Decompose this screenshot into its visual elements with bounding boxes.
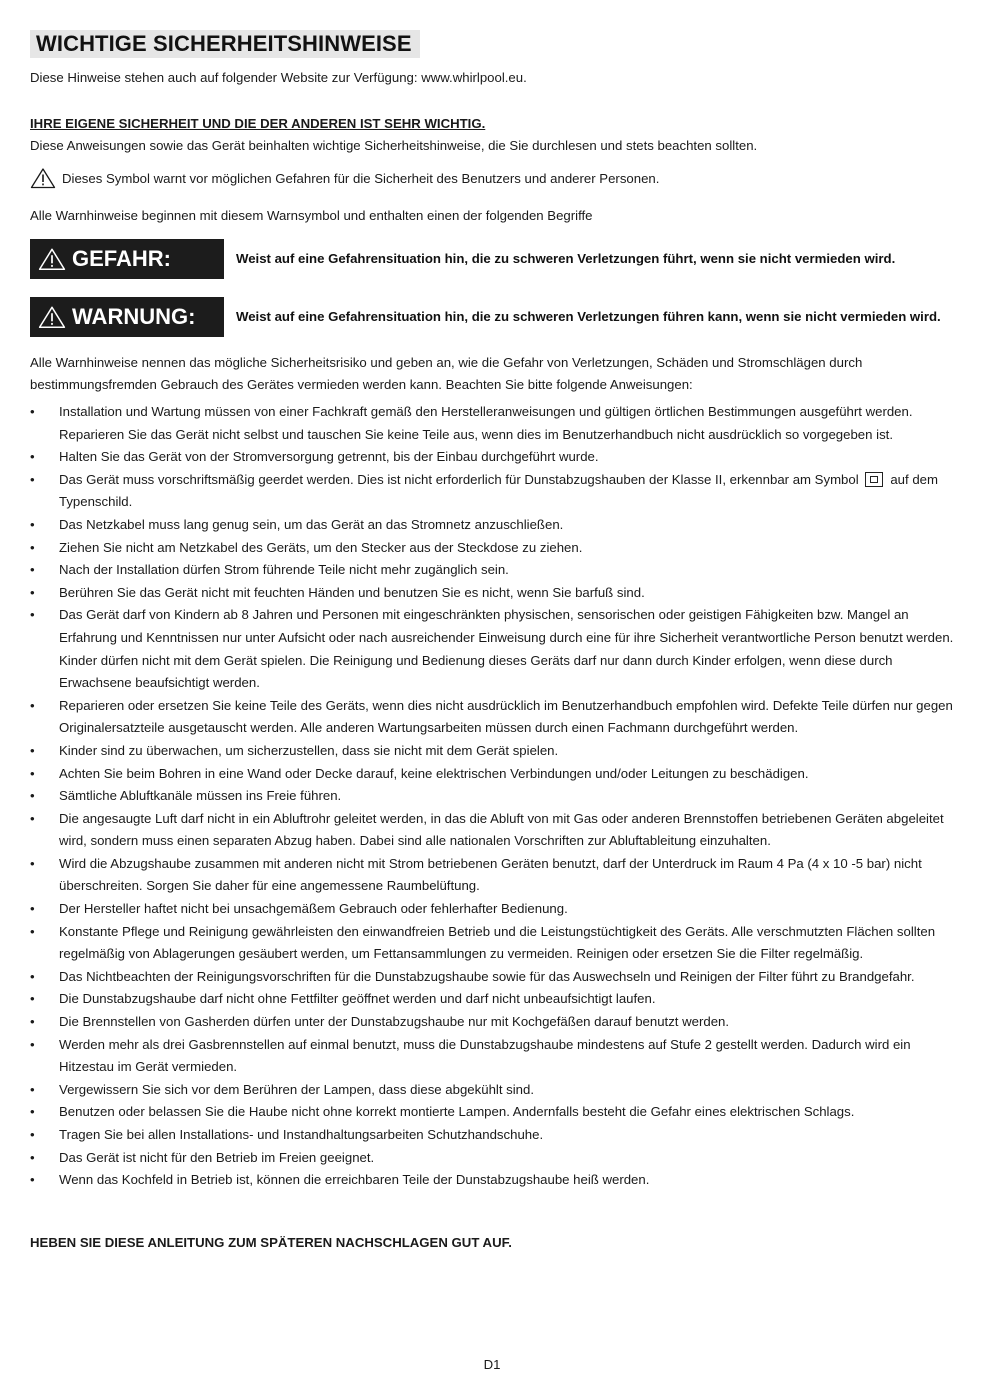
warning-label-word: WARNUNG: — [72, 304, 196, 329]
list-item: • Das Nichtbeachten der Reinigungsvorschriften für die Dunstabzugshaube sowie für das Auswechseln und Reinigen der Filter führt zu Brandgefahr. — [30, 966, 960, 989]
list-item: • Das Netzkabel muss lang genug sein, um das Gerät an das Stromnetz anzuschließen. — [30, 514, 960, 537]
grounding-text-end: auf dem Typenschild. — [59, 471, 938, 510]
safety-heading: IHRE EIGENE SICHERHEIT UND DIE DER ANDEREN IST SEHR WICHTIG. — [30, 116, 486, 131]
list-item: • Reparieren oder ersetzen Sie keine Teile des Geräts, wenn dies nicht ausdrücklich im Benutzerhandbuch empfohlen wird. Defekte Teile dürfen nur gegen Originalersatzteile ausgetauscht werden. Alle anderen Wartungsarbeiten müssen durch einen Fachmann durchgeführt werden. — [30, 695, 960, 740]
general-intro-line: Alle Warnhinweise nennen das mögliche Sicherheitsrisiko und geben an, wie die Gefahr von Verletzungen, Schäden und Stromschlägen durch — [30, 355, 863, 370]
list-item: • Der Hersteller haftet nicht bei unsachgemäßem Gebrauch oder fehlerhafter Bedienung. — [30, 898, 960, 921]
list-item: • Wird die Abzugshaube zusammen mit anderen nicht mit Strom betriebenen Geräten benutzt, darf der Unterdruck im Raum 4 Pa (4 x 10 -5 bar) nicht überschreiten. Sorgen Sie daher für eine angemessene Raumbelüftung. — [30, 853, 960, 898]
page-number: D1 — [483, 1357, 501, 1372]
list-item: • Vergewissern Sie sich vor dem Berühren der Lampen, dass diese abgekühlt sind. — [30, 1079, 960, 1102]
warning-triangle-icon — [38, 305, 66, 329]
warning-triangle-icon — [38, 247, 66, 271]
page-title: WICHTIGE SICHERHEITSHINWEISE — [36, 31, 412, 56]
symbol-text: Dieses Symbol warnt vor möglichen Gefahren für die Sicherheit des Benutzers und anderer Personen. — [62, 170, 660, 186]
list-item: • Kinder sind zu überwachen, um sicherzustellen, dass sie nicht mit dem Gerät spielen. — [30, 740, 960, 763]
list-item: • Halten Sie das Gerät von der Stromversorgung getrennt, bis der Einbau durchgeführt wurde. — [30, 446, 960, 469]
list-item: • Wenn das Kochfeld in Betrieb ist, können die erreichbaren Teile der Dunstabzugshaube heiß werden. — [30, 1169, 960, 1192]
list-item: • Sämtliche Abluftkanäle müssen ins Freie führen. — [30, 785, 960, 808]
danger-label-word: GEFAHR: — [72, 246, 171, 271]
list-item: • Werden mehr als drei Gasbrennstellen auf einmal benutzt, muss die Dunstabzugshaube mindestens auf Stufe 2 gestellt werden. Dadurch wird ein Hitzestau im Gerät vermieden. — [30, 1034, 960, 1079]
warning-label — [30, 297, 224, 337]
title-banner — [30, 30, 420, 58]
instruction-list — [30, 401, 960, 1192]
safety-text: Diese Anweisungen sowie das Gerät beinhalten wichtige Sicherheitshinweise, die Sie durchlesen und stets beachten sollten. — [30, 138, 758, 153]
list-item: • Achten Sie beim Bohren in eine Wand oder Decke darauf, keine elektrischen Verbindungen und/oder Leitungen zu beschädigen. — [30, 763, 960, 786]
list-item: • Das Gerät darf von Kindern ab 8 Jahren und Personen mit eingeschränkten physischen, sensorischen oder geistigen Fähigkeiten bzw. Mangel an Erfahrung und Kenntnissen nur unter Aufsicht oder nach ausreichender Einweisung durch eine für ihre Sicherheit verantwortliche Person benutzt werden. Kinder dürfen nicht mit dem Gerät spielen. Die Reinigung und Bedienung dieses Geräts darf nur dann durch Kinder erfolgen, wenn diese durch Erwachsene beaufsichtigt werden. — [30, 604, 960, 694]
list-item-grounding — [30, 469, 960, 514]
danger-description: Weist auf eine Gefahrensituation hin, die zu schweren Verletzungen führt, wenn sie nicht vermieden wird. — [236, 251, 896, 266]
symbol-explanation — [30, 167, 659, 189]
list-item: • Benutzen oder belassen Sie die Haube nicht ohne korrekt montierte Lampen. Andernfalls besteht die Gefahr eines elektrischen Schlags. — [30, 1101, 960, 1124]
class-ii-double-square-icon — [865, 472, 883, 487]
list-item: • Nach der Installation dürfen Strom führende Teile nicht mehr zugänglich sein. — [30, 559, 960, 582]
website-note: Diese Hinweise stehen auch auf folgender Website zur Verfügung: www.whirlpool.eu. — [30, 70, 527, 85]
list-item: • Ziehen Sie nicht am Netzkabel des Geräts, um den Stecker aus der Steckdose zu ziehen. — [30, 537, 960, 560]
list-item: • Konstante Pflege und Reinigung gewährleisten den einwandfreien Betrieb und die Leistungstüchtigkeit des Geräts. Alle verschmutzten Flächen sollten regelmäßig von Ablagerungen gesäubert werden, um Fettansammlungen zu vermeiden. Reinigen oder ersetzen Sie die Filter regelmäßig. — [30, 921, 960, 966]
general-intro-line: bestimmungsfremden Gebrauch des Gerätes vermieden werden kann. Beachten Sie bitte folgende Anweisungen: — [30, 377, 693, 393]
list-item: • Tragen Sie bei allen Installations- und Instandhaltungsarbeiten Schutzhandschuhe. — [30, 1124, 960, 1147]
warning-triangle-icon — [30, 167, 56, 189]
list-item: • Die Brennstellen von Gasherden dürfen unter der Dunstabzugshaube nur mit Kochgefäßen darauf benutzt werden. — [30, 1011, 960, 1034]
list-item: • Die Dunstabzugshaube darf nicht ohne Fettfilter geöffnet werden und darf nicht unbeaufsichtigt laufen. — [30, 988, 960, 1011]
warning-words-intro: Alle Warnhinweise beginnen mit diesem Warnsymbol und enthalten einen der folgenden Begriffe — [30, 208, 593, 223]
general-intro — [30, 352, 950, 397]
list-item: • Berühren Sie das Gerät nicht mit feuchten Händen und benutzen Sie es nicht, wenn Sie barfuß sind. — [30, 582, 960, 605]
grounding-text: Das Gerät muss vorschriftsmäßig geerdet werden. Dies ist nicht erforderlich für Dunstabzugshauben der Klasse II, erkennbar am Symbol — [59, 471, 859, 487]
keep-instructions-note: HEBEN SIE DIESE ANLEITUNG ZUM SPÄTEREN NACHSCHLAGEN GUT AUF. — [30, 1235, 512, 1250]
danger-label — [30, 239, 224, 279]
list-item: • Die angesaugte Luft darf nicht in ein Abluftrohr geleitet werden, in das die Abluft von mit Gas oder anderen Brennstoffen betriebenen Geräten abgeleitet wird, sondern muss einen separaten Abzug haben. Dabei sind alle nationalen Vorschriften zur Abluftableitung einzuhalten. — [30, 808, 960, 853]
list-item: • Installation und Wartung müssen von einer Fachkraft gemäß den Herstelleranweisungen und gültigen örtlichen Bestimmungen ausgeführt werden. Reparieren Sie das Gerät nicht selbst und tauschen Sie keine Teile aus, wenn dies im Benutzerhandbuch nicht ausdrücklich so vorgegeben ist. — [30, 401, 960, 446]
list-item: • Das Gerät ist nicht für den Betrieb im Freien geeignet. — [30, 1147, 960, 1170]
warning-description: Weist auf eine Gefahrensituation hin, die zu schweren Verletzungen führen kann, wenn sie nicht vermieden wird. — [236, 309, 941, 324]
